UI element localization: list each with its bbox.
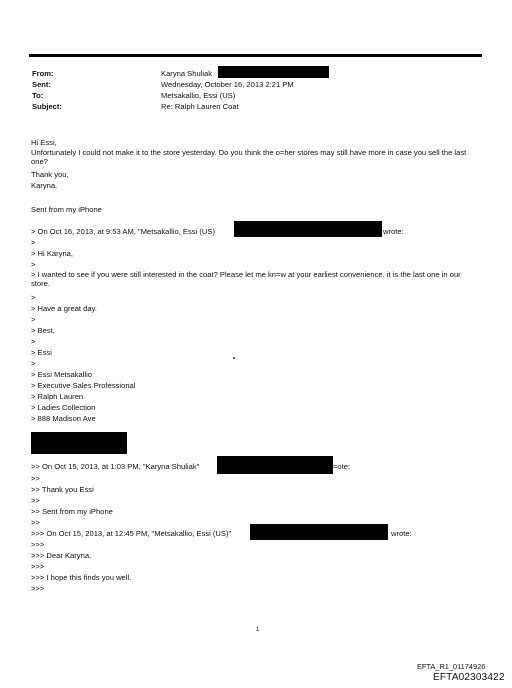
quote-line: >>: [31, 496, 40, 505]
quote-wrote: wrote:: [391, 529, 412, 538]
sent-value: Wednesday, October 16, 2013 2:21 PM: [161, 80, 294, 89]
sent-from-line: Sent from my iPhone: [31, 205, 102, 214]
redaction-block: [31, 432, 127, 454]
quote-line: >: [31, 260, 36, 269]
quote-line: >>>: [31, 540, 45, 549]
from-label: From:: [32, 69, 54, 78]
sent-label: Sent:: [32, 80, 51, 89]
quote-line: > Ladies Collection: [31, 403, 96, 412]
header-rule: [29, 54, 482, 57]
from-value: Karyna Shuliak: [161, 69, 213, 78]
redaction-block: [218, 66, 329, 78]
quote-wrote: =ote:: [333, 462, 351, 471]
quote-line: >: [31, 315, 36, 324]
quote-line: > Have a great day.: [31, 304, 97, 313]
quote-header: >>> On Oct 15, 2013, at 12:45 PM, "Metsakallio, Essi (US)": [31, 529, 232, 538]
quote-line: >>: [31, 518, 40, 527]
to-value: Metsakallio, Essi (US): [161, 91, 236, 100]
scan-speck: [233, 357, 235, 359]
quote-line: >: [31, 293, 36, 302]
quote-line: >: [31, 359, 36, 368]
quote-line: >: [31, 337, 36, 346]
redaction-block: [234, 221, 382, 237]
quote-paragraph: > I wanted to see if you were still interested in the coat? Please let me kn=w at your earliest convenience. it is the last one in our store.: [31, 270, 461, 288]
quote-line: >>>: [31, 584, 45, 593]
quote-line: >>>: [31, 562, 45, 571]
quote-line: >>> Dear Karyna,: [31, 551, 92, 560]
quote-header: > On Oct 16, 2013, at 9:53 AM, "Metsakallio, Essi (US): [31, 227, 215, 236]
quote-line: >>: [31, 474, 40, 483]
quote-header: >> On Oct 15, 2013, at 1:03 PM, "Karyna Shuliak": [31, 462, 200, 471]
redaction-block: [217, 456, 333, 474]
quote-wrote: wrote:: [383, 227, 404, 236]
body-paragraph: Unfortunately I could not make it to the store yesterday. Do you think the o=her stores may still have more in case you sell the last one?: [31, 148, 467, 166]
quote-line: > Hi Karyna,: [31, 249, 73, 258]
to-label: To:: [32, 91, 44, 100]
quote-line: > 888 Madison Ave: [31, 414, 96, 423]
redaction-block: [250, 524, 388, 540]
quote-line: > Best,: [31, 326, 55, 335]
quote-line: > Essi: [31, 348, 52, 357]
document-id-small: EFTA_R1_01174926: [417, 662, 486, 671]
signature-name: Karyna.: [31, 181, 58, 190]
subject-value: Re: Ralph Lauren Coat: [161, 102, 239, 111]
quote-line: >>> I hope this finds you well.: [31, 573, 132, 582]
quote-line: >> Thank you Essi: [31, 485, 94, 494]
quote-line: >: [31, 238, 36, 247]
quote-line: > Essi Metsakallio: [31, 370, 92, 379]
page-number: 1: [256, 627, 260, 633]
subject-label: Subject:: [32, 102, 62, 111]
quote-line: > Ralph Lauren: [31, 392, 84, 401]
thanks-line: Thank you,: [31, 170, 69, 179]
document-id-large: EFTA02303422: [433, 672, 505, 683]
quote-line: > Executive Sales Professional: [31, 381, 136, 390]
greeting: Hi Essi,: [31, 138, 57, 147]
quote-line: >> Sent from my iPhone: [31, 507, 113, 516]
